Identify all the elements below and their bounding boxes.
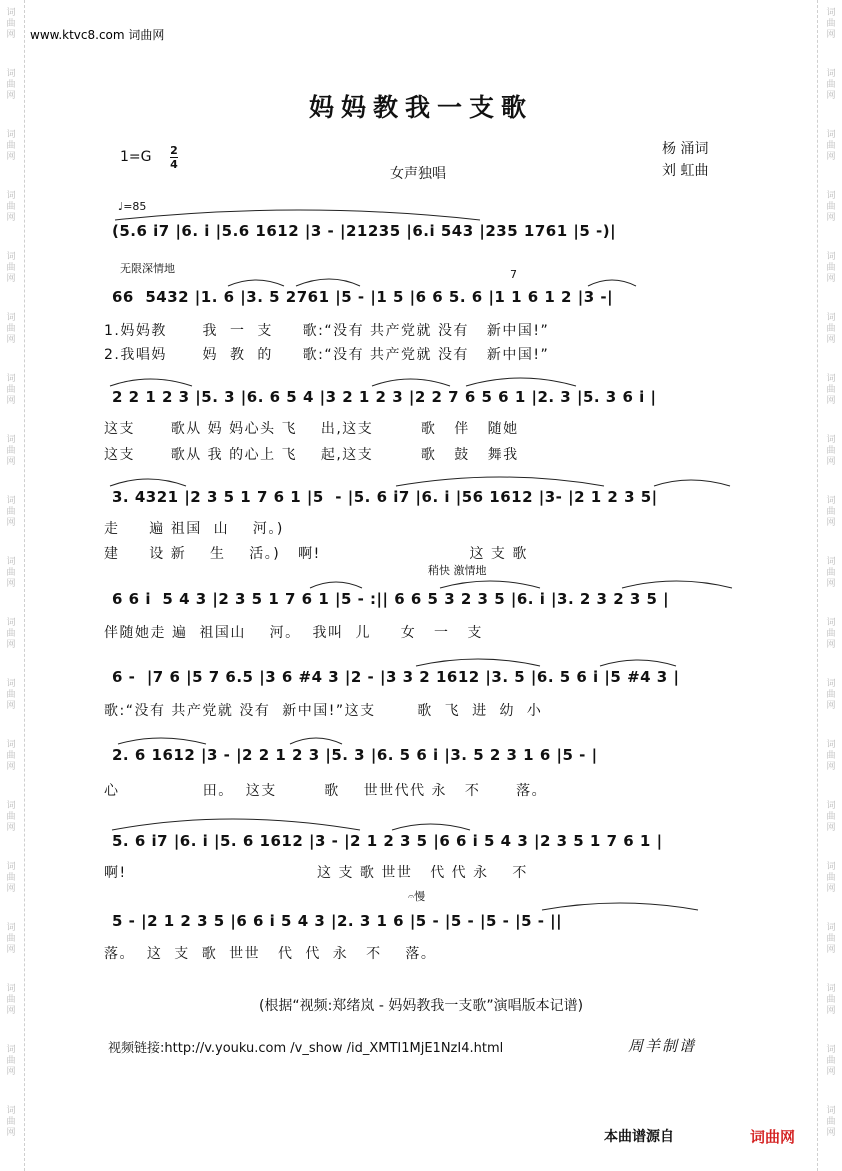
slur-arc — [110, 479, 186, 486]
slur-arc — [416, 659, 540, 666]
watermark-glyphs: 词 曲 网 — [826, 923, 836, 955]
score-line: (5.6 i7 |6. i |5.6 1612 |3 - |21235 |6.i 543 |235 1761 |5 -)| — [112, 222, 617, 240]
lyric-line: 伴随她走 遍 祖国山 河。 我叫 儿 女 一 支 — [104, 625, 483, 641]
key-signature: 1=G — [120, 149, 152, 165]
slur-arc — [228, 280, 284, 286]
watermark-glyphs: 词 曲 网 — [6, 69, 16, 101]
lyric-line: 心 田。 这支 歌 世世代代 永 不 落。 — [104, 783, 548, 799]
watermark-glyphs: 词 曲 网 — [826, 130, 836, 162]
watermark-glyphs: 词 曲 网 — [6, 862, 16, 894]
watermark-glyphs: 词 曲 网 — [826, 984, 836, 1016]
slur-arc — [622, 581, 732, 588]
watermark-glyphs: 词 曲 网 — [826, 69, 836, 101]
video-link[interactable]: 视频链接:http://v.youku.com /v_show /id_XMTI1MjE1NzI4.html — [108, 1041, 504, 1056]
watermark-glyphs: 词 曲 网 — [6, 191, 16, 223]
slur-arc — [110, 379, 192, 386]
watermark-glyphs: 词 曲 网 — [826, 679, 836, 711]
slur-arc — [115, 210, 480, 220]
slur-arc — [542, 903, 698, 910]
footer-label: 本曲谱源自 — [604, 1129, 674, 1145]
watermark-glyphs: 词 曲 网 — [826, 252, 836, 284]
watermark-glyphs: 词 曲 网 — [6, 374, 16, 406]
lyricist-credit: 杨 涌词 — [662, 141, 709, 157]
score-line: 66 5432 |1. 6 |3. 5 2761 |5 - |1 5 |6 6 5. 6 |1 1 6 1 2 |3 -| — [112, 288, 614, 306]
lyric-line: 啊! 这 支 歌 世世 代 代 永 不 — [104, 865, 528, 881]
time-signature-top: 2 — [170, 144, 178, 157]
watermark-glyphs: 词 曲 网 — [6, 618, 16, 650]
score-line: 2. 6 1612 |3 - |2 2 1 2 3 |5. 3 |6. 5 6 i |3. 5 2 3 1 6 |5 - | — [112, 746, 598, 764]
lyric-line: 走 遍 祖国 山 河。) — [104, 521, 284, 537]
lyric-line: 建 设 新 生 活。) 啊! 这 支 歌 — [104, 546, 528, 562]
watermark-glyphs: 词 曲 网 — [826, 374, 836, 406]
watermark-glyphs: 词 曲 网 — [6, 557, 16, 589]
footer-brand[interactable]: 词曲网 — [750, 1128, 796, 1146]
tempo-marking: ♩=85 — [118, 200, 147, 213]
score-line: 6 6 i 5 4 3 |2 3 5 1 7 6 1 |5 - :|| 6 6 5 3 2 3 5 |6. i |3. 2 3 2 3 5 | — [112, 590, 670, 608]
watermark-glyphs: 词 曲 网 — [6, 1106, 16, 1138]
score-line: 5 - |2 1 2 3 5 |6 6 i 5 4 3 |2. 3 1 6 |5 - |5 - |5 - |5 - || — [112, 912, 563, 930]
watermark-glyphs: 词 曲 网 — [826, 1106, 836, 1138]
slur-arc — [310, 582, 362, 588]
song-title: 妈妈教我一支歌 — [308, 93, 533, 122]
watermark-glyphs: 词 曲 网 — [826, 191, 836, 223]
watermark-glyphs: 词 曲 网 — [6, 1045, 16, 1077]
score-line: 6 - |7 6 |5 7 6.5 |3 6 #4 3 |2 - |3 3 2 1612 |3. 5 |6. 5 6 i |5 #4 3 | — [112, 668, 680, 686]
site-label[interactable]: www.ktvc8.com 词曲网 — [30, 28, 165, 42]
watermark-glyphs: 词 曲 网 — [826, 801, 836, 833]
watermark-glyphs: 词 曲 网 — [6, 435, 16, 467]
performance-type: 女声独唱 — [390, 166, 446, 182]
watermark-glyphs: 词 曲 网 — [6, 8, 16, 40]
slur-arc — [440, 581, 540, 588]
watermark-glyphs: 词 曲 网 — [6, 252, 16, 284]
expression-marking: 稍快 激情地 — [428, 564, 487, 577]
slur-arc — [290, 738, 342, 744]
watermark-glyphs: 词 曲 网 — [6, 984, 16, 1016]
watermark-glyphs: 词 曲 网 — [6, 679, 16, 711]
lyric-line: 这支 歌从 我 的心上 飞 起,这支 歌 鼓 舞我 — [104, 447, 519, 463]
slur-arc — [118, 738, 206, 744]
slur-arc — [588, 280, 636, 286]
lyric-line: 1.妈妈教 我 一 支 歌:“没有 共产党就 没有 新中国!” — [104, 323, 550, 339]
watermark-glyphs: 词 曲 网 — [6, 130, 16, 162]
watermark-glyphs: 词 曲 网 — [826, 740, 836, 772]
lyric-line: 落。 这 支 歌 世世 代 代 永 不 落。 — [104, 946, 437, 962]
watermark-glyphs: 词 曲 网 — [826, 557, 836, 589]
time-signature-bottom: 4 — [170, 158, 178, 171]
fermata-slow-marking: 𝄐慢 — [408, 890, 426, 903]
score-line: 3. 4321 |2 3 5 1 7 6 1 |5 - |5. 6 i7 |6. i |56 1612 |3- |2 1 2 3 5| — [112, 488, 658, 506]
watermark-glyphs: 词 曲 网 — [826, 618, 836, 650]
slur-arc — [600, 660, 676, 666]
lyric-line: 2.我唱妈 妈 教 的 歌:“没有 共产党就 没有 新中国!” — [104, 347, 550, 363]
slur-arc — [396, 477, 604, 486]
slur-arc — [392, 824, 470, 830]
watermark-glyphs: 词 曲 网 — [6, 923, 16, 955]
slur-arc — [466, 378, 576, 386]
grace-note: 7 — [510, 268, 517, 281]
slur-arc — [372, 379, 450, 386]
watermark-glyphs: 词 曲 网 — [6, 496, 16, 528]
transcriber-signature: 周羊制谱 — [628, 1037, 697, 1055]
expression-marking: 无限深情地 — [120, 262, 175, 275]
score-line: 5. 6 i7 |6. i |5. 6 1612 |3 - |2 1 2 3 5 |6 6 i 5 4 3 |2 3 5 1 7 6 1 | — [112, 832, 663, 850]
lyric-line: 这支 歌从 妈 妈心头 飞 出,这支 歌 伴 随她 — [104, 421, 519, 437]
score-line: 2 2 1 2 3 |5. 3 |6. 6 5 4 |3 2 1 2 3 |2 2 7 6 5 6 1 |2. 3 |5. 3 6 i | — [112, 388, 657, 406]
watermark-glyphs: 词 曲 网 — [6, 313, 16, 345]
watermark-glyphs: 词 曲 网 — [826, 8, 836, 40]
slur-arc — [296, 279, 360, 286]
watermark-glyphs: 词 曲 网 — [826, 1045, 836, 1077]
watermark-glyphs: 词 曲 网 — [826, 862, 836, 894]
watermark-glyphs: 词 曲 网 — [6, 801, 16, 833]
lyric-line: 歌:“没有 共产党就 没有 新中国!”这支 歌 飞 进 幼 小 — [104, 703, 543, 719]
watermark-glyphs: 词 曲 网 — [826, 313, 836, 345]
watermark-glyphs: 词 曲 网 — [6, 740, 16, 772]
watermark-glyphs: 词 曲 网 — [826, 496, 836, 528]
watermark-glyphs: 词 曲 网 — [826, 435, 836, 467]
slur-arc — [112, 819, 360, 830]
composer-credit: 刘 虹曲 — [662, 163, 709, 179]
source-note: (根据“视频:郑绪岚 - 妈妈教我一支歌”演唱版本记谱) — [258, 998, 584, 1014]
slur-arc — [654, 480, 730, 486]
